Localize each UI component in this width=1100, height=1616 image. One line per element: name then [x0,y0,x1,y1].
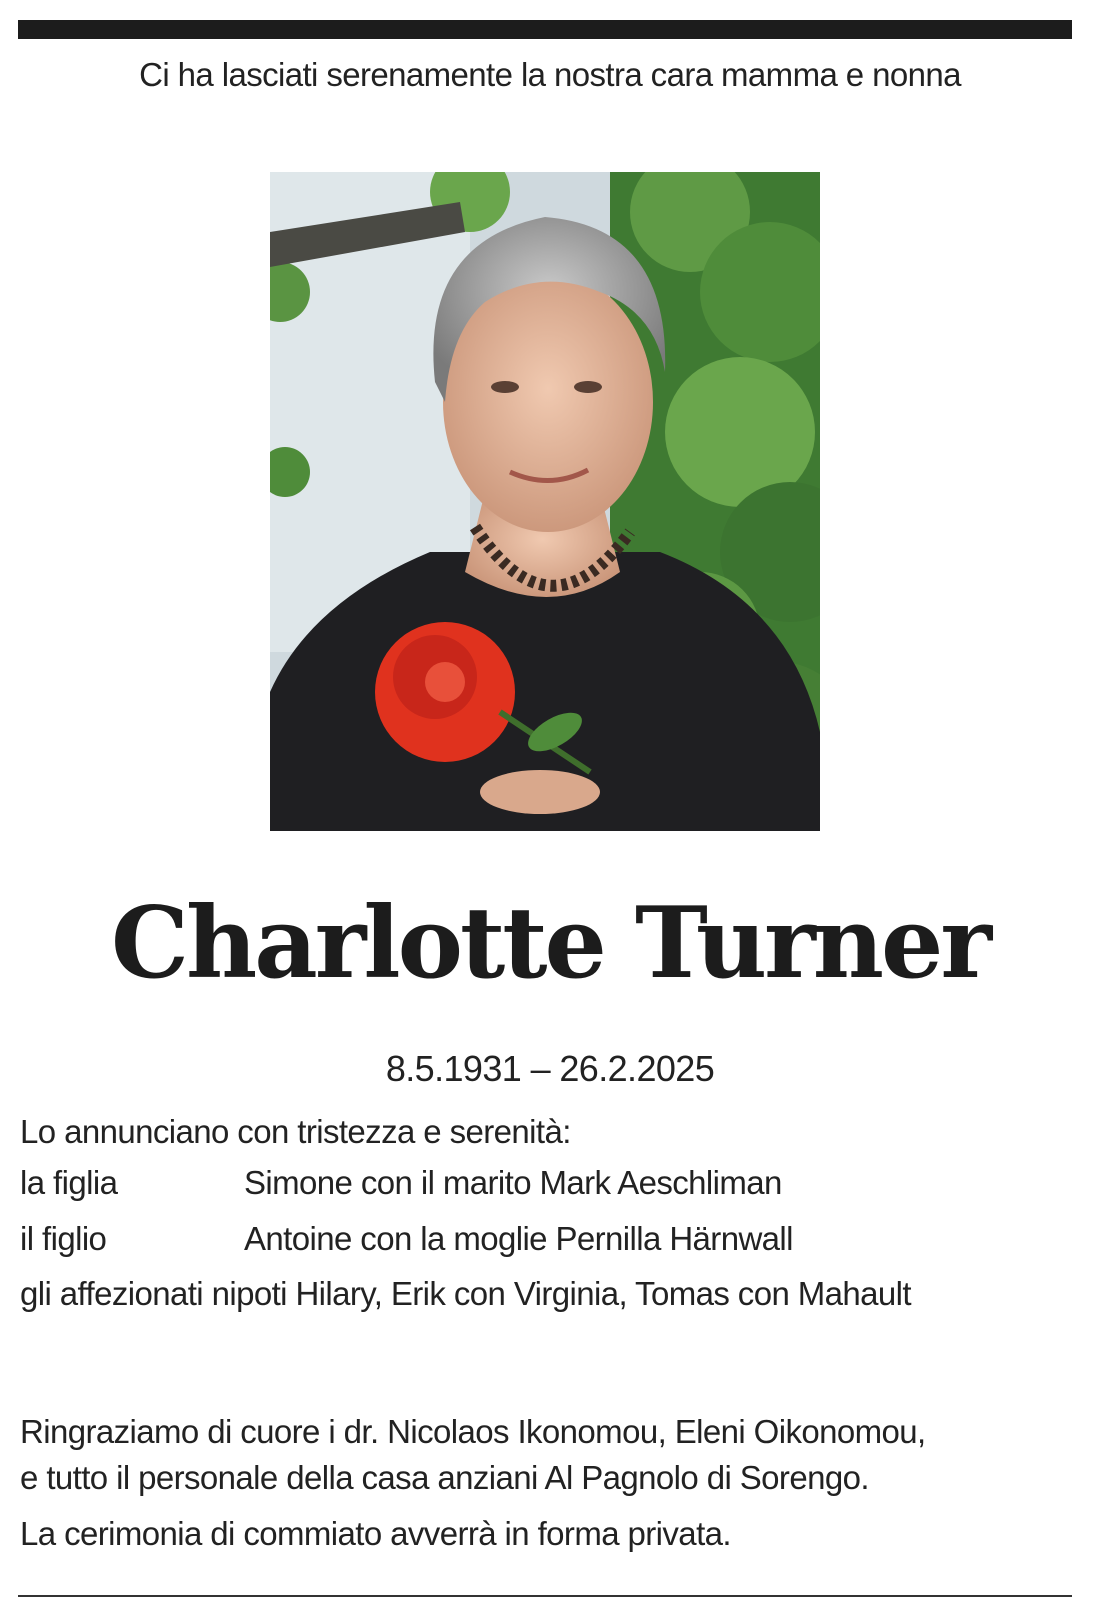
relative-names: Simone con il marito Mark Aeschliman [244,1164,782,1201]
relative-names: Antoine con la moglie Pernilla Härnwall [244,1220,793,1257]
thanks-line-2: e tutto il personale della casa anziani Al Pagnolo di Sorengo. [20,1459,869,1496]
life-dates: 8.5.1931 – 26.2.2025 [385,1048,715,1089]
deceased-name: Charlotte Turner [110,886,990,1001]
relative-relation: il figlio [20,1220,107,1257]
announcement-line: Lo annunciano con tristezza e serenità: [20,1113,571,1150]
relative-row [20,1164,782,1202]
intro-line: Ci ha lasciati serenamente la nostra cara mamma e nonna [139,56,961,93]
grandchildren-line: gli affezionati nipoti Hilary, Erik con Virginia, Tomas con Mahault [20,1275,911,1312]
top-rule [18,20,1072,39]
bottom-rule [18,1595,1072,1597]
relative-row [20,1220,793,1258]
thanks-line-1: Ringraziamo di cuore i dr. Nicolaos Ikonomou, Eleni Oikonomou, [20,1413,926,1450]
ceremony-line: La cerimonia di commiato avverrà in forma privata. [20,1515,731,1552]
relative-relation: la figlia [20,1164,118,1201]
portrait-photo [270,172,820,831]
